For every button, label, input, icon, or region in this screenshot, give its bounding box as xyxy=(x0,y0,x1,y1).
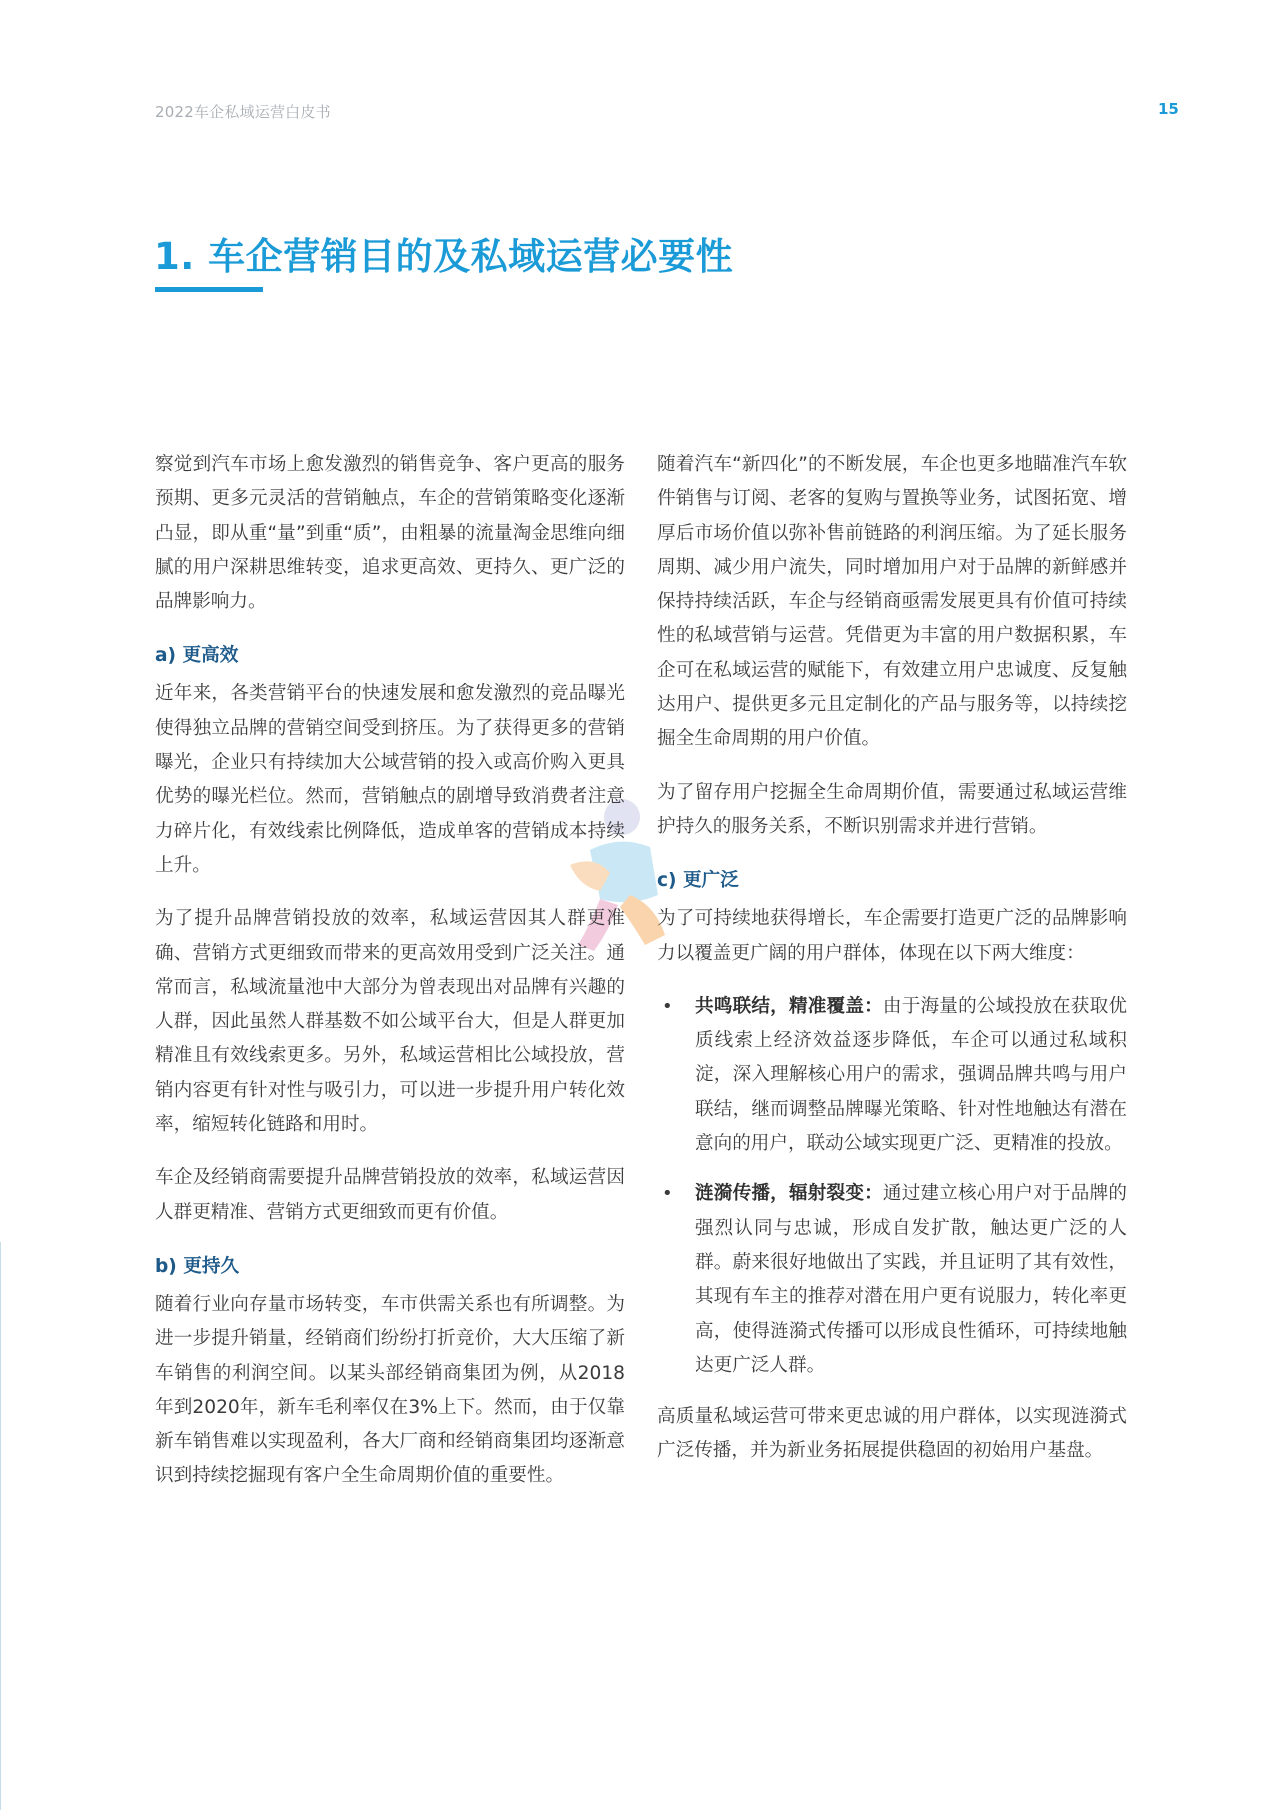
paragraph: 车企及经销商需要提升品牌营销投放的效率，私域运营因人群更精准、营销方式更细致而更有价值。 xyxy=(155,1167,625,1223)
page-number: 15 xyxy=(1158,100,1179,118)
paragraph: 随着汽车“新四化”的不断发展，车企也更多地瞄准汽车软件销售与订阅、老客的复购与置换等业务，试图拓宽、增厚后市场价值以弥补售前链路的利润压缩。为了延长服务周期、减少用户流失，同时增加用户对于品牌的新鲜感并保持持续活跃，车企与经销商亟需发展更具有价值可持续性的私域营销与运营。凭借更为丰富的用户数据积累，车企可在私域运营的赋能下，有效建立用户忠诚度、反复触达用户、提供更多元且定制化的产品与服务等，以持续挖掘全生命周期的用户价值。 xyxy=(657,454,1127,750)
bullet-text: 由于海量的公域投放在获取优质线索上经济效益逐步降低，车企可以通过私域积淀，深入理解核心用户的需求，强调品牌共鸣与用户联结，继而调整品牌曝光策略、针对性地触达有潜在意向的用户，联动公域实现更广泛、更精准的投放。 xyxy=(695,995,1127,1155)
left-column xyxy=(155,448,625,1513)
list-item xyxy=(657,1177,1127,1383)
bullet-list xyxy=(657,990,1127,1383)
paragraph: 高质量私域运营可带来更忠诚的用户群体，以实现涟漪式广泛传播，并为新业务拓展提供稳固的初始用户基盘。 xyxy=(657,1406,1127,1462)
bullet-text: 通过建立核心用户对于品牌的强烈认同与忠诚，形成自发扩散，触达更广泛的人群。蔚来很好地做出了实践，并且证明了其有效性，其现有车主的推荐对潜在用户更有说服力，转化率更高，使得涟漪式传播可以形成良性循环，可持续地触达更广泛人群。 xyxy=(695,1183,1127,1376)
paragraph: 为了提升品牌营销投放的效率，私域运营因其人群更准确、营销方式更细致而带来的更高效用受到广泛关注。通常而言，私域流量池中大部分为曾表现出对品牌有兴趣的人群，因此虽然人群基数不如公域平台大，但是人群更加精准且有效线索更多。另外，私域运营相比公域投放，营销内容更有针对性与吸引力，可以进一步提升用户转化效率，缩短转化链路和用时。 xyxy=(155,908,625,1136)
document-title: 2022车企私域运营白皮书 xyxy=(155,103,331,121)
paragraph: 近年来，各类营销平台的快速发展和愈发激烈的竞品曝光使得独立品牌的营销空间受到挤压。为了获得更多的营销曝光，企业只有持续加大公域营销的投入或高价购入更具优势的曝光栏位。然而，营销触点的剧增导致消费者注意力碎片化，有效线索比例降低，造成单客的营销成本持续上升。 xyxy=(155,683,625,876)
bullet-dot-icon: • xyxy=(662,1183,673,1205)
intro-paragraph: 察觉到汽车市场上愈发激烈的销售竞争、客户更高的服务预期、更多元灵活的营销触点，车企的营销策略变化逐渐凸显，即从重“量”到重“质”，由粗暴的流量淘金思维向细腻的用户深耕思维转变，追求更高效、更持久、更广泛的品牌影响力。 xyxy=(155,454,625,613)
left-edge-rule xyxy=(0,1242,1,1810)
paragraph: 为了可持续地获得增长，车企需要打造更广泛的品牌影响力以覆盖更广阔的用户群体，体现在以下两大维度： xyxy=(657,908,1127,964)
subheading-more-lasting: b) 更持久 xyxy=(155,1255,240,1277)
subheading-more-efficient: a) 更高效 xyxy=(155,645,239,667)
title-underline xyxy=(155,287,263,292)
paragraph: 随着行业向存量市场转变，车市供需关系也有所调整。为进一步提升销量，经销商们纷纷打折竞价，大大压缩了新车销售的利润空间。以某头部经销商集团为例，从2018年到2020年，新车毛利率仅在3%上下。然而，由于仅靠新车销售难以实现盈利，各大厂商和经销商集团均逐渐意识到持续挖掘现有客户全生命周期价值的重要性。 xyxy=(155,1293,625,1487)
bullet-dot-icon: • xyxy=(662,995,673,1017)
section-title: 1. 车企营销目的及私域运营必要性 xyxy=(154,235,734,278)
paragraph: 为了留存用户挖掘全生命周期价值，需要通过私域运营维护持久的服务关系，不断识别需求并进行营销。 xyxy=(657,781,1127,837)
right-column xyxy=(657,448,1127,1488)
subheading-more-extensive: c) 更广泛 xyxy=(657,870,739,892)
bullet-title: 涟漪传播，辐射裂变： xyxy=(695,1183,883,1205)
bullet-title: 共鸣联结，精准覆盖： xyxy=(695,995,883,1017)
list-item xyxy=(657,990,1127,1161)
